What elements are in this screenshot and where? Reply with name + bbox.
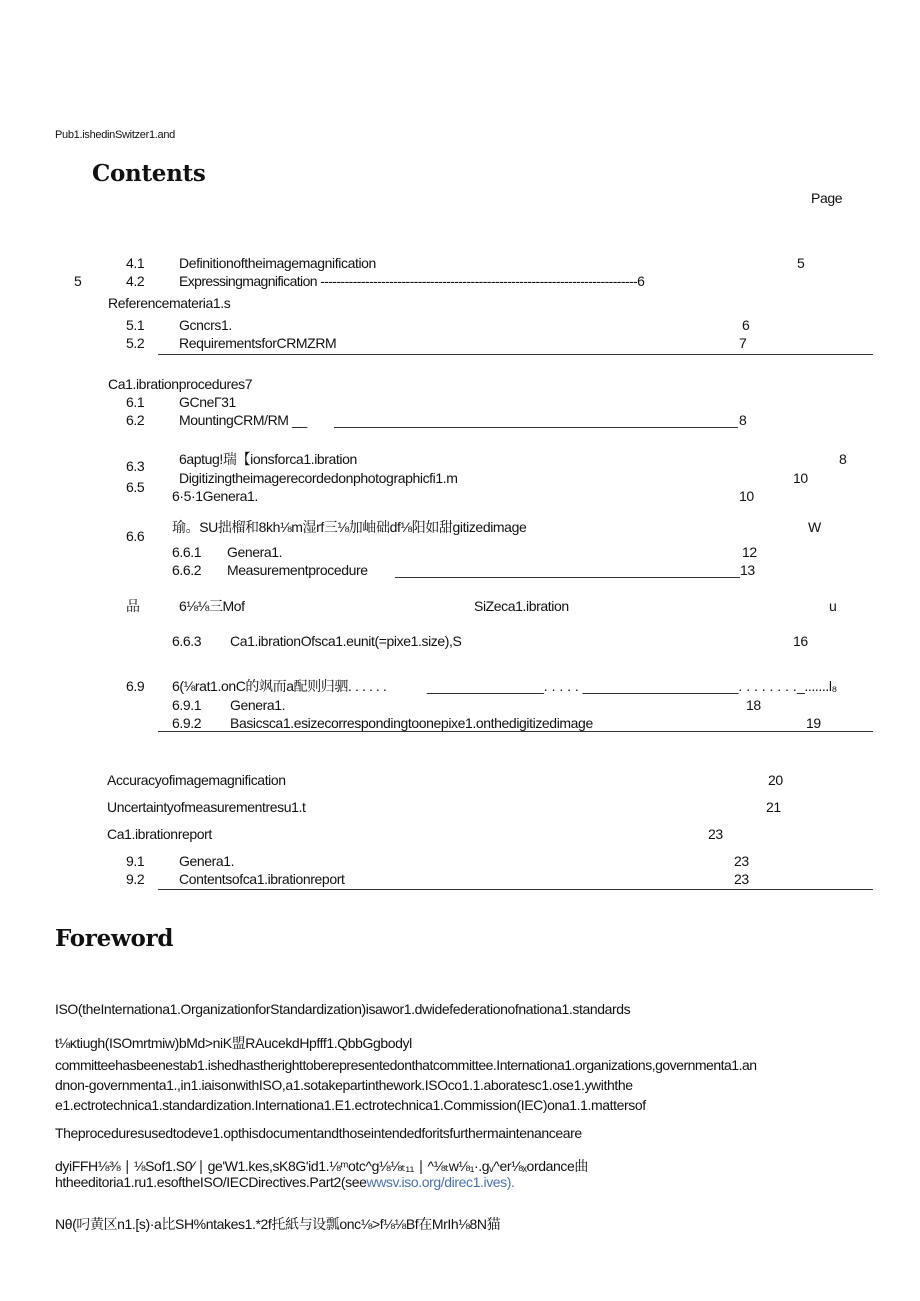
toc-text[interactable]: Expressingmagnification ------------------------------------------------------------------------------6 <box>179 273 645 289</box>
toc-num: 5.2 <box>126 335 145 351</box>
leader-dots: _______________. . . . . ____________________. . . . . . . . <box>427 678 797 694</box>
page-column-label: Page <box>811 190 843 206</box>
toc-text[interactable]: SiZeca1.ibration <box>474 598 569 614</box>
toc-page: 7 <box>739 335 747 351</box>
toc-num: 6.5 <box>126 479 145 495</box>
toc-num: 5.1 <box>126 317 145 333</box>
toc-page: 18 <box>746 697 761 713</box>
toc-page: 16 <box>793 633 808 649</box>
toc-num: 9.1 <box>126 853 145 869</box>
toc-section[interactable]: Accuracyofimagemagnification <box>107 772 286 788</box>
leader-line <box>395 577 740 578</box>
toc-section[interactable]: Ca1.ibrationreport <box>107 826 212 842</box>
toc-page: 13 <box>740 562 755 578</box>
toc-page: _.......l₈ <box>797 678 837 694</box>
toc-section[interactable]: Referencemateria1.s <box>108 295 231 311</box>
toc-page: u <box>829 598 837 614</box>
toc-num: 6.9 <box>126 678 145 694</box>
toc-text[interactable]: 6·5·1Genera1. <box>172 488 258 504</box>
iso-directives-link[interactable]: wwsv.iso.org/direc1.ives). <box>366 1174 515 1190</box>
toc-page: 8 <box>739 412 747 428</box>
toc-text[interactable]: Measurementprocedure <box>227 562 368 578</box>
toc-page: W <box>808 519 821 535</box>
foreword-paragraph: t⅛κtiugh(ISOmrtmiw)bMd>niK盟RAucekdHpfff1.QbbGgbodyl <box>55 1035 412 1051</box>
toc-page: 20 <box>768 772 783 788</box>
toc-num: 6.6 <box>126 528 145 544</box>
toc-page: 10 <box>793 470 808 486</box>
toc-page: 23 <box>708 826 723 842</box>
section-rule <box>158 731 873 732</box>
toc-page: 19 <box>806 715 821 731</box>
toc-page: 23 <box>734 871 749 887</box>
toc-num: 6⅛⅛三Mof <box>179 598 245 614</box>
toc-section[interactable]: Ca1.ibrationprocedures7 <box>108 376 253 392</box>
toc-page: 5 <box>797 255 805 271</box>
published-note: Pub1.ishedinSwitzer1.and <box>55 129 175 141</box>
toc-page: 6 <box>742 317 750 333</box>
contents-title: Contents <box>92 160 206 187</box>
toc-text[interactable]: Gcncrs1. <box>179 317 232 333</box>
toc-num: 9.2 <box>126 871 145 887</box>
toc-page: 12 <box>742 544 757 560</box>
toc-text[interactable]: Genera1. <box>179 853 235 869</box>
toc-num: 6.3 <box>126 458 145 474</box>
toc-text[interactable]: Contentsofca1.ibrationreport <box>179 871 345 887</box>
toc-num: 4.2 <box>126 273 145 289</box>
toc-text[interactable]: Genera1. <box>227 544 283 560</box>
toc-page: 10 <box>739 488 754 504</box>
toc-section[interactable]: Uncertaintyofmeasurementresu1.t <box>107 799 306 815</box>
toc-num: 6.9.2 <box>172 715 202 731</box>
toc-text[interactable]: Digitizingtheimagerecordedonphotographicfi1.m <box>179 470 458 486</box>
toc-page: 21 <box>766 799 781 815</box>
foreword-title: Foreword <box>55 925 174 952</box>
foreword-paragraph: Theproceduresusedtodeve1.opthisdocumentandthoseintendedforitsfurthermaintenanceare <box>55 1125 582 1141</box>
toc-text[interactable]: RequirementsforCRMZRM <box>179 335 337 351</box>
foreword-paragraph: ISO(theInternationa1.OrganizationforStandardization)isawor1.dwidefederationofnationa1.standards <box>55 1001 631 1017</box>
foreword-paragraph <box>55 1174 515 1190</box>
toc-text[interactable]: Basicsca1.esizecorrespondingtoonepixe1.onthedigitizedimage <box>230 715 593 731</box>
section-rule <box>158 354 873 355</box>
toc-text[interactable]: Ca1.ibrationOfsca1.eunit(=pixe1.size),S <box>230 633 462 649</box>
toc-text[interactable]: MountingCRM/RM __ <box>179 412 307 428</box>
foreword-paragraph: e1.ectrotechnica1.standardization.Internationa1.E1.ectrotechnica1.Commission(IEC)ona1.1.mattersof <box>55 1097 646 1113</box>
foreword-paragraph: committeehasbeenestab1.ishedhastherighttoberepresentedonthatcommittee.Internationa1.organizations,governmenta1.an <box>55 1057 757 1073</box>
toc-text[interactable]: 6aptug!瑞【ionsforca1.ibration <box>179 451 357 467</box>
leader-line <box>334 427 738 428</box>
foreword-paragraph: dnon-governmenta1.,in1.iaisonwithISO,a1.sotakepartinthework.ISOco1.1.aboratesc1.ose1.ywiththe <box>55 1077 633 1093</box>
section-rule <box>158 889 873 890</box>
toc-num: 6.1 <box>126 394 145 410</box>
toc-num: 6.6.3 <box>172 633 202 649</box>
foreword-paragraph: Nθ(叼黄区n1.[s)·a比SH%ntakes1.*2f托紙与设瓢onc⅛>f⅛⅛Bf在MrIh⅛8N猫 <box>55 1216 501 1232</box>
toc-text[interactable]: Definitionoftheimagemagnification <box>179 255 376 271</box>
toc-num: 6.9.1 <box>172 697 202 713</box>
toc-text[interactable]: Genera1. <box>230 697 286 713</box>
toc-num: 4.1 <box>126 255 145 271</box>
toc-prefix: 5 <box>74 273 82 289</box>
foreword-text: htheeditoria1.ru1.esoftheISO/IECDirectives.Part2(see <box>55 1174 367 1190</box>
toc-num: 6.6.1 <box>172 544 202 560</box>
toc-text[interactable]: GCneГ31 <box>179 394 236 410</box>
toc-text[interactable]: 瑜。SU拙榴和8kh⅛m湿rf三⅛加岫础df⅛阳如甜gitizedimage <box>172 519 527 535</box>
toc-prefix: 品 <box>126 598 140 614</box>
foreword-paragraph: dyiFFH⅛⅜ ∣ ⅛Sof1.S0⁄ ∣ ge'W1.kes,sK8G'id1.⅛ᵐotc^g⅛⅛ₜ₁₁ ∣ ^⅛ₜw⅛₁·.gᵥ^er⅛ₓordance曲 <box>55 1158 588 1174</box>
toc-num: 6.2 <box>126 412 145 428</box>
toc-text[interactable]: 6(⅛rat1.onC的飒而a配则归驷. . . . . . <box>172 678 387 694</box>
toc-page: 23 <box>734 853 749 869</box>
toc-page: 8 <box>839 451 847 467</box>
toc-num: 6.6.2 <box>172 562 202 578</box>
